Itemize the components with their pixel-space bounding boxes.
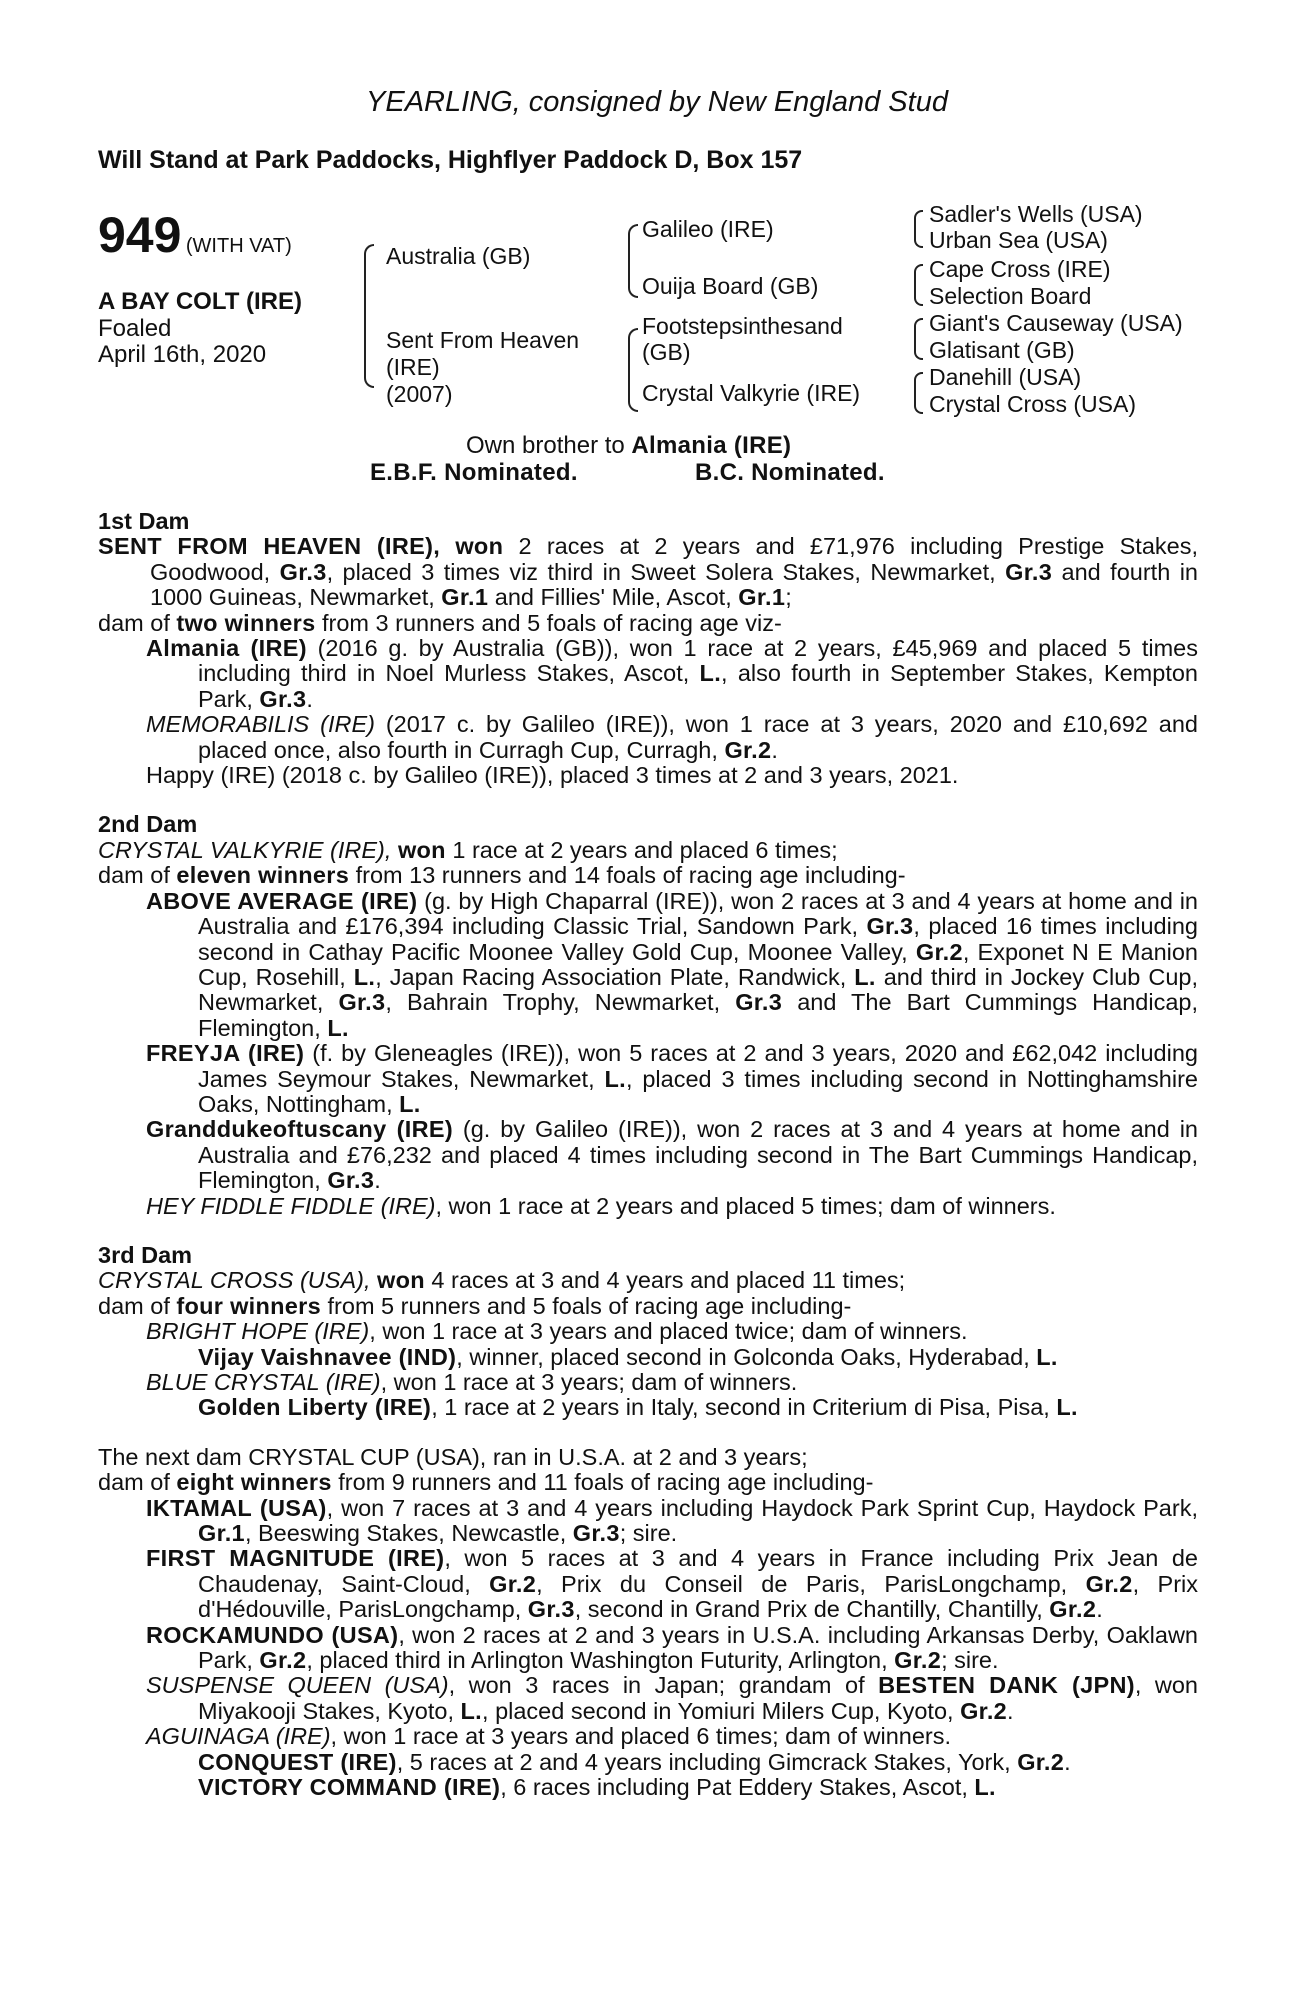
text: 1 race at 2 years and placed 6 times; [445,836,838,863]
first-dam-heading: 1st Dam [98,508,190,534]
grandchild-entry [98,1345,1198,1370]
next-dam-produce-summary [98,1470,1198,1495]
horse-name: Almania (IRE) [146,635,307,662]
lot-number-row [98,206,292,264]
grade: L. [460,1697,483,1724]
produce-entry [98,712,1198,763]
text: , winner, placed second in Golconda Oaks, Hyderabad, [456,1343,1037,1370]
record-text: and fourth in 1000 Guineas, Newmarket, [150,558,1198,611]
text: from 5 runners and 5 foals of racing age including- [321,1292,852,1319]
text: dam of [98,609,177,636]
text: , Exponet N E Manion Cup, Rosehill, [198,938,1198,990]
text: (g. by High Chaparral (IRE)), won 2 races at 3 and 4 years at home and in Australia and £176,394 including Classic Trial, Sandown Park, [198,887,1198,940]
text: , Japan Racing Association Plate, Randwick, [375,963,855,990]
grade: L. [327,1014,349,1041]
dam-name-line1: Sent From Heaven [386,327,580,353]
text: (g. by Galileo (IRE)), won 2 races at 3 and 4 years at home and in Australia and £76,232 and placed 4 times including second in The Bart Cummings Handicap, Flemington, [198,1116,1198,1194]
grandchild-entry [98,1775,1198,1800]
grade: Gr.2 [1085,1570,1133,1597]
grandchild-entry [98,1395,1198,1420]
text: , won 3 races in Japan; grandam of [448,1672,879,1699]
grade: Gr.3 [327,1167,375,1194]
produce-entry [98,1623,1198,1674]
horse-name: BESTEN DANK (JPN) [878,1672,1135,1699]
text: . [374,1167,381,1194]
text: , won 7 races at 3 and 4 years including Haydock Park Sprint Cup, Haydock Park, [326,1494,1198,1521]
horse-name: Golden Liberty (IRE) [198,1394,432,1421]
first-dam-record [98,534,1198,610]
horse-name: Granddukeoftuscany (IRE) [146,1116,453,1143]
record-text: and Fillies' Mile, Ascot, [488,584,739,611]
brace-sds [914,264,923,306]
dam-sire-dam: Glatisant (GB) [929,337,1075,363]
text: from 13 runners and 14 foals of racing age including- [349,862,906,889]
grade: L. [399,1090,421,1117]
ebf-nominated: E.B.F. Nominated. [370,459,578,486]
text: . [1096,1596,1103,1623]
horse-name: Vijay Vaishnavee (IND) [198,1343,457,1370]
grade: Gr.2 [894,1647,942,1674]
third-dam-record [98,1268,1198,1293]
sire-dam-dam: Selection Board [929,283,1092,309]
grade: Gr.2 [724,736,772,763]
text: , placed second in Yomiuri Milers Cup, Kyoto, [482,1697,961,1724]
text: . [1064,1748,1071,1775]
dam-sire-sire: Giant's Causeway (USA) [929,310,1183,336]
text: . [1007,1697,1014,1724]
horse-name: BRIGHT HOPE (IRE) [146,1318,370,1345]
record-text: , placed 3 times viz third in Sweet Solera Stakes, Newmarket, [326,558,1006,585]
text: , placed 3 times including second in Nottinghamshire Oaks, Nottingham, [198,1065,1198,1117]
grade: Gr.1 [441,584,489,611]
text: , also fourth in September Stakes, Kempton Park, [198,660,1198,712]
text: ; sire. [941,1647,999,1674]
text: from 3 runners and 5 foals of racing age viz- [315,609,782,636]
produce-entry [98,889,1198,1041]
text: , placed third in Arlington Washington Futurity, Arlington, [306,1647,895,1674]
text: , won 1 race at 3 years; dam of winners. [380,1369,798,1395]
horse-name: IKTAMAL (USA) [146,1494,327,1521]
horse-name: SUSPENSE QUEEN (USA) [146,1672,449,1699]
third-dam-heading: 3rd Dam [98,1241,193,1268]
record-text: ; [785,584,792,611]
text: . [306,685,313,712]
text: (f. by Gleneagles (IRE)), won 5 races at 2 and 3 years, 2020 and £62,042 including James Seymour Stakes, Newmarket, [198,1040,1198,1092]
dam-name-line3: (2007) [386,381,453,407]
second-dam-name: CRYSTAL VALKYRIE (IRE), [98,836,392,863]
second-dam-heading: 2nd Dam [98,811,198,838]
grade: Gr.2 [1017,1748,1065,1775]
sire-sire-sire: Sadler's Wells (USA) [929,201,1143,227]
grade: Gr.3 [572,1520,620,1547]
produce-entry [98,1724,1198,1749]
grade: L. [699,660,722,687]
winner-count: eight winners [176,1469,332,1496]
text: , 5 races at 2 and 4 years including Gimcrack Stakes, York, [396,1748,1018,1775]
grade: Gr.3 [527,1596,575,1623]
grade: Gr.3 [735,989,783,1016]
grade: L. [1036,1343,1058,1370]
grade: L. [353,963,376,990]
grade: L. [604,1065,626,1092]
lot-number: 949 [98,207,182,263]
sire-dam-sire: Cape Cross (IRE) [929,256,1111,282]
grade: Gr.3 [338,989,386,1016]
grade: Gr.1 [738,584,786,611]
grandchild-entry [98,1750,1198,1775]
text: , Bahrain Trophy, Newmarket, [385,989,736,1016]
grade: Gr.2 [960,1697,1008,1724]
produce-entry [98,636,1198,712]
dam-sire-line1: Footstepsinthesand [642,313,843,339]
own-brother-note [466,433,791,459]
text: , Beeswing Stakes, Newcastle, [244,1520,573,1547]
grade: Gr.3 [279,558,327,585]
horse-name: FREYJA (IRE) [146,1040,305,1067]
text: ; sire. [619,1520,678,1547]
grade: Gr.3 [259,685,307,712]
dam-name-line2: (IRE) [386,354,440,380]
text: and The Bart Cummings Handicap, Flemington, [198,989,1198,1041]
sire-name: Australia (GB) [386,243,531,269]
text: , won 1 race at 3 years and placed 6 times; dam of winners. [330,1723,952,1750]
grade: L. [1056,1394,1078,1421]
won-label: won [377,1267,425,1294]
text: dam of [98,1292,177,1319]
brace-dss [914,318,923,360]
winner-count: two winners [176,609,316,636]
text: , won 1 race at 2 years and placed 5 times; dam of winners. [435,1192,1056,1219]
grade: Gr.2 [1049,1596,1097,1623]
brace-parents [364,244,374,388]
grade: Gr.3 [1005,558,1053,585]
produce-entry [98,1546,1198,1622]
produce-entry [98,1673,1198,1724]
horse-name: HEY FIDDLE FIDDLE (IRE) [146,1192,436,1219]
winner-count: eleven winners [176,862,350,889]
grade: Gr.2 [489,1570,537,1597]
text: 4 races at 3 and 4 years and placed 11 times; [424,1267,906,1294]
first-dam-name: SENT FROM HEAVEN (IRE), [98,533,441,560]
vat-label: (WITH VAT) [185,235,292,257]
horse-name: CONQUEST (IRE) [198,1748,397,1775]
horse-name: FIRST MAGNITUDE (IRE) [146,1545,445,1572]
text: (2017 c. by Galileo (IRE)), won 1 race at 3 years, 2020 and £10,692 and placed once, also fourth in Curragh Cup, Curragh, [198,711,1198,763]
horse-name: MEMORABILIS (IRE) [146,711,375,738]
horse-name: ROCKAMUNDO (USA) [146,1621,399,1648]
text: , 6 races including Pat Eddery Stakes, Ascot, [500,1774,975,1801]
text: . [771,736,778,763]
text: , won 2 races at 2 and 3 years in U.S.A. including Arkansas Derby, Oaklawn Park, [198,1621,1198,1674]
foaled-label: Foaled [98,315,172,342]
second-dam-produce-summary [98,863,1198,888]
text: and third in Jockey Club Cup, Newmarket, [198,963,1198,1016]
brace-dds [914,372,923,414]
horse-name: AGUINAGA (IRE) [146,1723,331,1750]
grade: L. [854,963,876,990]
dam-sire-line2: (GB) [642,339,691,365]
grade: Gr.2 [915,938,963,965]
won-label: won [455,533,504,560]
text: , won Miyakooji Stakes, Kyoto, [198,1672,1199,1724]
bc-nominated: B.C. Nominated. [695,459,885,486]
brace-sire-parents [628,224,638,298]
catalogue-body [98,509,1198,1801]
sire-sire-dam: Urban Sea (USA) [929,227,1108,253]
sire-sire: Galileo (IRE) [642,216,774,242]
grade: Gr.3 [866,913,914,940]
grade: Gr.2 [259,1647,307,1674]
brace-sss [914,210,923,248]
text: , placed 16 times including second in Cathay Pacific Moonee Valley Gold Cup, Moonee Valley, [198,913,1198,965]
text: , Prix du Conseil de Paris, ParisLongchamp, [536,1570,1086,1597]
text: from 9 runners and 11 foals of racing age including- [331,1469,874,1496]
won-label: won [397,836,446,863]
page-title: YEARLING, consigned by New England Stud [366,86,948,118]
produce-entry [98,1319,1198,1344]
text: dam of [98,862,177,889]
text: , second in Grand Prix de Chantilly, Chantilly, [574,1596,1050,1623]
produce-entry [98,1194,1198,1219]
produce-entry: Happy (IRE) (2018 c. by Galileo (IRE)), placed 3 times at 2 and 3 years, 2021. [146,762,959,789]
location-line: Will Stand at Park Paddocks, Highflyer Paddock D, Box 157 [98,146,803,174]
record-text: 2 races at 2 years and £71,976 including Prestige Stakes, Goodwood, [150,533,1198,585]
second-dam-record [98,838,1198,863]
own-brother-name: Almania (IRE) [631,432,792,459]
produce-entry [98,1496,1198,1547]
first-dam-produce-summary [98,611,1198,636]
text: dam of [98,1469,177,1496]
text: , Prix d'Hédouville, ParisLongchamp, [198,1570,1198,1623]
foaled-date: April 16th, 2020 [98,341,267,368]
dam-dam-sire: Danehill (USA) [929,364,1082,390]
horse-name: BLUE CRYSTAL (IRE) [146,1369,381,1395]
grade: Gr.1 [198,1520,245,1547]
dam-dam: Crystal Valkyrie (IRE) [642,380,861,406]
text: , won 1 race at 3 years and placed twice; dam of winners. [369,1318,968,1345]
produce-entry [98,1370,1198,1395]
text: , 1 race at 2 years in Italy, second in Criterium di Pisa, Pisa, [431,1394,1057,1421]
lot-name: A BAY COLT (IRE) [98,288,303,315]
text: (2016 g. by Australia (GB)), won 1 race at 2 years, £45,969 and placed 5 times including third in Noel Murless Stakes, Ascot, [198,635,1198,687]
sire-dam: Ouija Board (GB) [642,273,819,299]
third-dam-name: CRYSTAL CROSS (USA), [98,1267,371,1294]
grade: L. [974,1774,996,1801]
next-dam-line: The next dam CRYSTAL CUP (USA), ran in U.S.A. at 2 and 3 years; [98,1443,808,1470]
horse-name: ABOVE AVERAGE (IRE) [146,887,418,914]
text: , won 5 races at 3 and 4 years in France including Prix Jean de Chaudenay, Saint-Cloud, [198,1545,1198,1597]
own-brother-prefix: Own brother to [466,432,632,459]
produce-entry [98,1117,1198,1193]
horse-name: VICTORY COMMAND (IRE) [198,1774,501,1801]
dam-dam-dam: Crystal Cross (USA) [929,391,1137,417]
winner-count: four winners [176,1292,321,1319]
produce-entry [98,1041,1198,1117]
third-dam-produce-summary [98,1294,1198,1319]
brace-dam-parents [628,328,638,412]
